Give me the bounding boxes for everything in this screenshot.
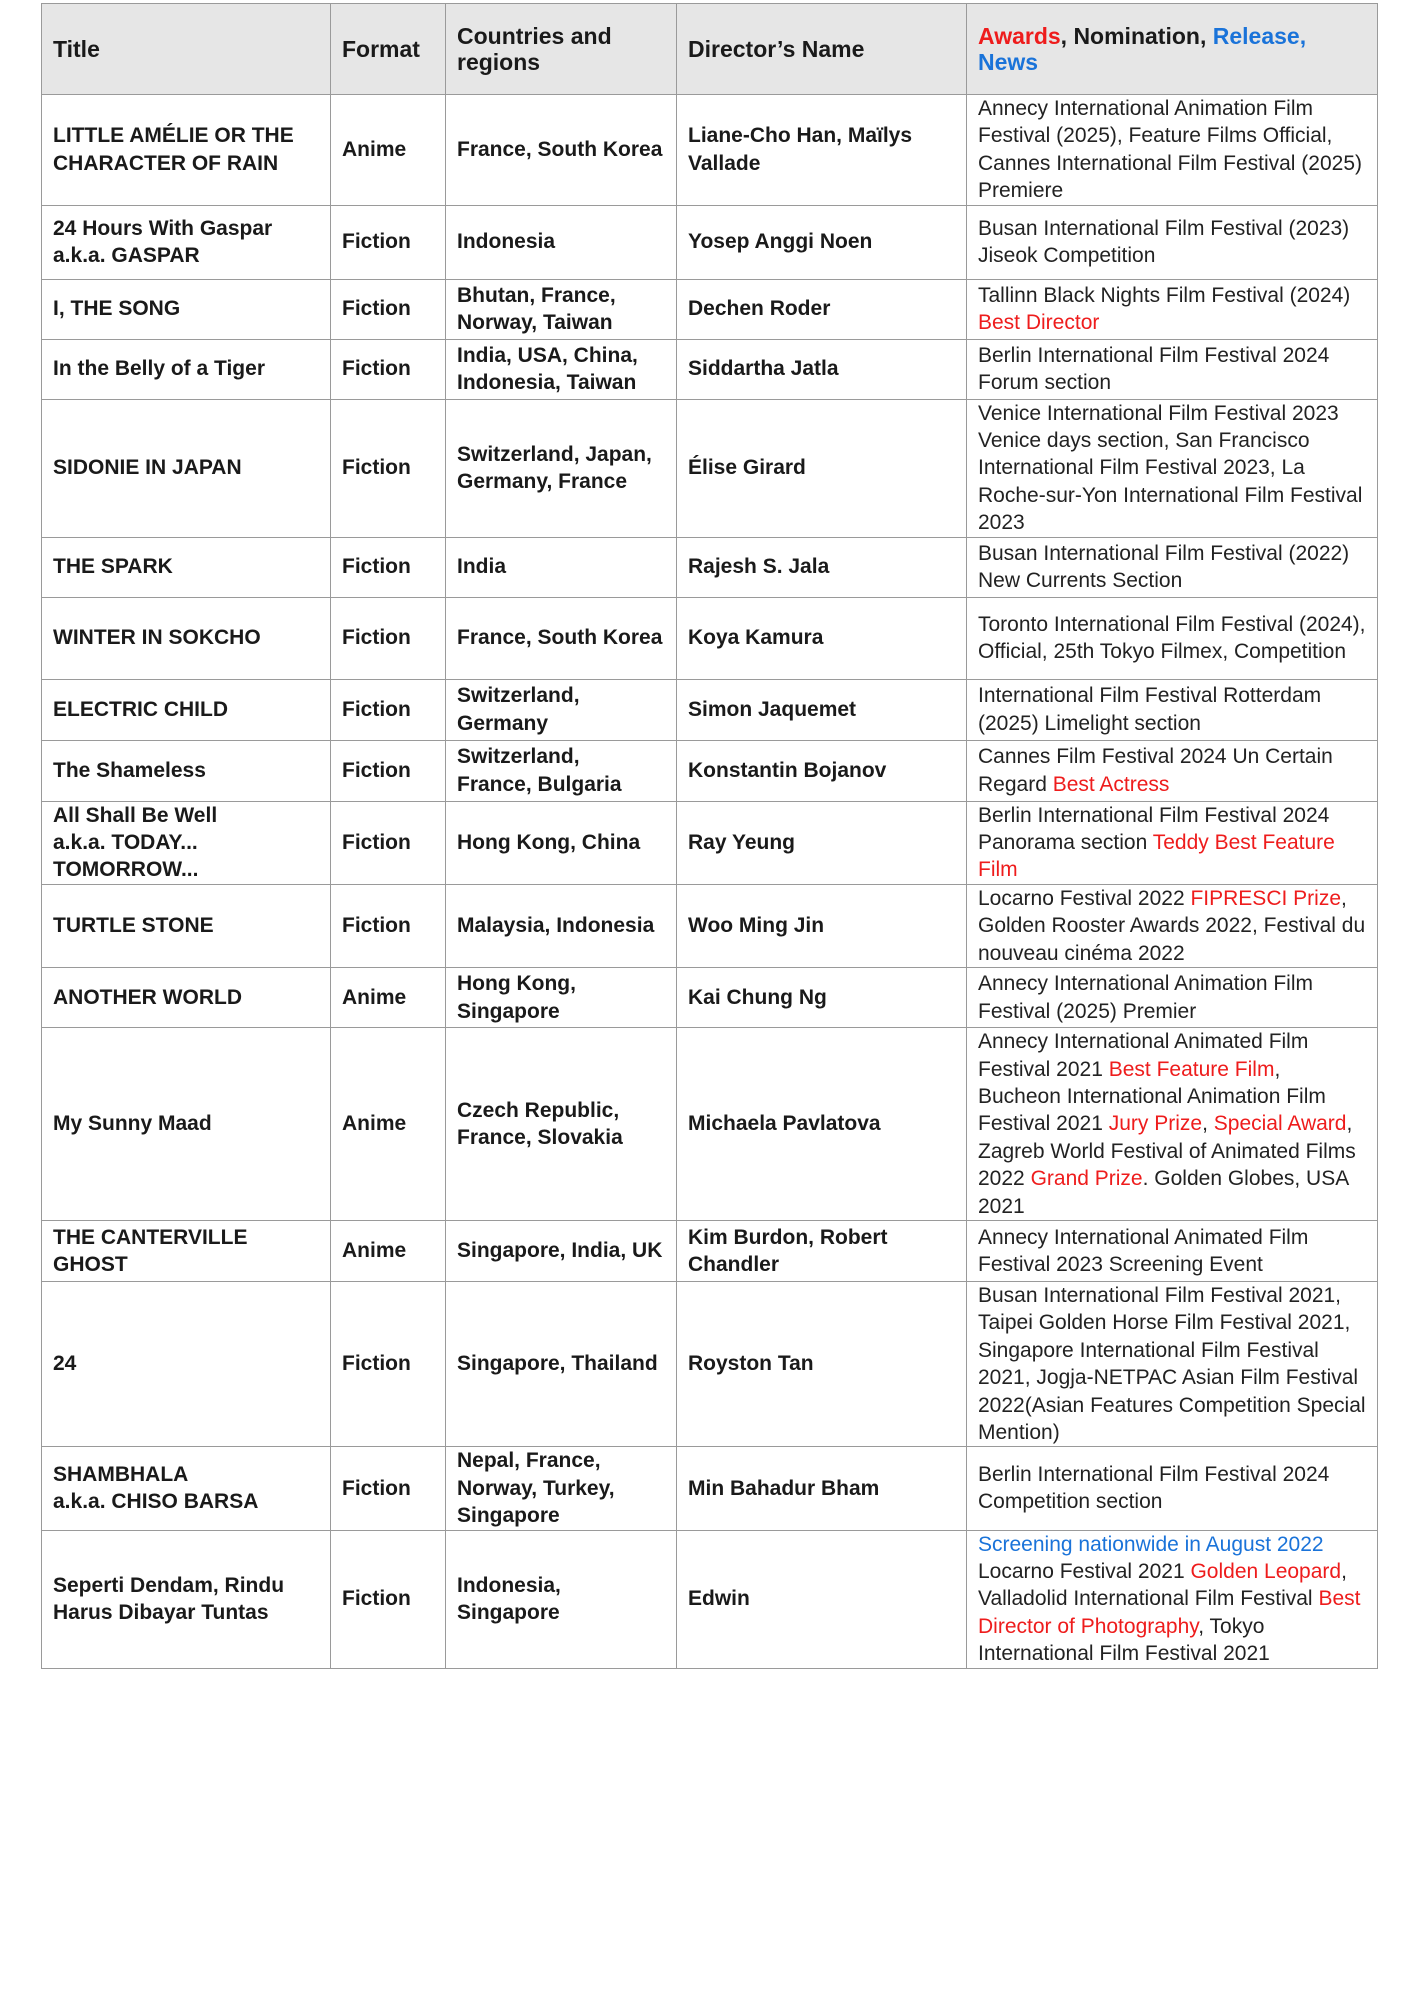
awards-text-segment: Locarno Festival 2022: [978, 886, 1191, 910]
film-format: Fiction: [331, 597, 446, 679]
film-countries: France, South Korea: [446, 597, 677, 679]
table-row: [42, 968, 1378, 1028]
awards-part: , Nomination,: [1060, 23, 1213, 49]
film-awards: [967, 679, 1378, 740]
film-title: LITTLE AMÉLIE OR THE CHARACTER OF RAIN: [42, 95, 331, 206]
film-countries: India: [446, 537, 677, 597]
film-director: Yosep Anggi Noen: [677, 205, 967, 279]
film-director: Royston Tan: [677, 1281, 967, 1446]
awards-text-segment: Best Director of Photography: [978, 1587, 1361, 1638]
film-title: The Shameless: [42, 740, 331, 801]
film-format: Fiction: [331, 740, 446, 801]
film-countries: Czech Republic, France, Slovakia: [446, 1028, 677, 1221]
table-row: [42, 884, 1378, 967]
header-title: Title: [42, 4, 331, 95]
awards-text-segment: Cannes Film Festival 2024 Un Certain Regard: [978, 745, 1333, 796]
awards-text-segment: Best Director: [978, 311, 1100, 335]
film-title: 24: [42, 1281, 331, 1446]
awards-text-segment: Screening nationwide in August 2022: [978, 1532, 1324, 1556]
film-title: SHAMBHALA a.k.a. CHISO BARSA: [42, 1447, 331, 1530]
film-format: Fiction: [331, 1447, 446, 1530]
table-row: [42, 597, 1378, 679]
awards-text-segment: Annecy International Animated Film Festival 2021: [978, 1030, 1309, 1081]
film-format: Anime: [331, 968, 446, 1028]
film-director: Min Bahadur Bham: [677, 1447, 967, 1530]
film-countries: Malaysia, Indonesia: [446, 884, 677, 967]
film-awards: [967, 537, 1378, 597]
table-row: [42, 339, 1378, 399]
awards-text-segment: Berlin International Film Festival 2024 Forum section: [978, 343, 1330, 395]
film-director: Rajesh S. Jala: [677, 537, 967, 597]
film-countries: Singapore, India, UK: [446, 1220, 677, 1281]
film-format: Anime: [331, 95, 446, 206]
film-awards: [967, 740, 1378, 801]
awards-text-segment: , Zagreb World Festival of Animated Films 2022: [978, 1112, 1356, 1191]
film-director: Koya Kamura: [677, 597, 967, 679]
table-row: [42, 1281, 1378, 1446]
film-countries: France, South Korea: [446, 95, 677, 206]
awards-text-segment: FIPRESCI Prize: [1190, 886, 1341, 910]
film-awards: [967, 1447, 1378, 1530]
awards-text-segment: Busan International Film Festival (2023) Jiseok Competition: [978, 216, 1350, 268]
film-awards: [967, 884, 1378, 967]
film-awards: [967, 1281, 1378, 1446]
awards-part: Release, News: [978, 23, 1307, 75]
film-format: Fiction: [331, 279, 446, 339]
film-format: Fiction: [331, 801, 446, 884]
table-row: [42, 1028, 1378, 1221]
film-awards: [967, 95, 1378, 206]
film-format: Anime: [331, 1028, 446, 1221]
awards-text-segment: Grand Prize: [1030, 1167, 1143, 1191]
awards-text-segment: Toronto International Film Festival (2024), Official, 25th Tokyo Filmex, Competition: [978, 612, 1366, 664]
film-title: I, THE SONG: [42, 279, 331, 339]
awards-text-segment: International Film Festival Rotterdam (2025) Limelight section: [978, 684, 1322, 735]
film-director: Edwin: [677, 1530, 967, 1668]
film-title: All Shall Be Well a.k.a. TODAY... TOMORROW...: [42, 801, 331, 884]
film-title: TURTLE STONE: [42, 884, 331, 967]
header-countries: Countries and regions: [446, 4, 677, 95]
film-director: Simon Jaquemet: [677, 679, 967, 740]
film-director: Michaela Pavlatova: [677, 1028, 967, 1221]
awards-text-segment: , Bucheon International Animation Film Festival 2021: [978, 1057, 1326, 1136]
awards-text-segment: Jury Prize: [1108, 1112, 1203, 1136]
awards-text-segment: Best Feature Film: [1108, 1057, 1275, 1081]
film-director: Élise Girard: [677, 399, 967, 537]
awards-text-segment: , Golden Rooster Awards 2022, Festival du nouveau cinéma 2022: [978, 886, 1366, 965]
film-format: Fiction: [331, 399, 446, 537]
film-awards: [967, 399, 1378, 537]
table-row: [42, 740, 1378, 801]
film-title: WINTER IN SOKCHO: [42, 597, 331, 679]
film-format: Fiction: [331, 1281, 446, 1446]
header-awards: [967, 4, 1378, 95]
table-row: [42, 399, 1378, 537]
film-title: THE SPARK: [42, 537, 331, 597]
film-awards: [967, 1220, 1378, 1281]
awards-text-segment: Golden Leopard: [1190, 1560, 1342, 1583]
film-title: THE CANTERVILLE GHOST: [42, 1220, 331, 1281]
film-format: Anime: [331, 1220, 446, 1281]
film-director: Dechen Roder: [677, 279, 967, 339]
table-row: [42, 279, 1378, 339]
film-director: Kim Burdon, Robert Chandler: [677, 1220, 967, 1281]
film-countries: Nepal, France, Norway, Turkey, Singapore: [446, 1447, 677, 1530]
film-awards: [967, 339, 1378, 399]
film-director: Konstantin Bojanov: [677, 740, 967, 801]
film-countries: Bhutan, France, Norway, Taiwan: [446, 279, 677, 339]
table-header: [42, 4, 1378, 95]
film-director: Ray Yeung: [677, 801, 967, 884]
awards-text-segment: . Golden Globes, USA 2021: [978, 1167, 1349, 1218]
film-awards: [967, 597, 1378, 679]
film-countries: Hong Kong, China: [446, 801, 677, 884]
film-director: Woo Ming Jin: [677, 884, 967, 967]
awards-text-segment: , Valladolid International Film Festival: [978, 1560, 1347, 1611]
film-awards: [967, 968, 1378, 1028]
header-director: Director’s Name: [677, 4, 967, 95]
film-format: Fiction: [331, 537, 446, 597]
film-director: Liane-Cho Han, Maïlys Vallade: [677, 95, 967, 206]
awards-text-segment: Best Actress: [1052, 772, 1170, 796]
film-title: ELECTRIC CHILD: [42, 679, 331, 740]
film-awards: [967, 1530, 1378, 1668]
table-row: [42, 1530, 1378, 1668]
awards-text-segment: Teddy Best Feature Film: [978, 831, 1335, 882]
film-format: Fiction: [331, 884, 446, 967]
film-countries: Hong Kong, Singapore: [446, 968, 677, 1028]
table-row: [42, 537, 1378, 597]
awards-text-segment: ,: [1202, 1112, 1214, 1136]
awards-part: Awards: [978, 23, 1061, 49]
film-director: Kai Chung Ng: [677, 968, 967, 1028]
film-format: Fiction: [331, 339, 446, 399]
film-awards: [967, 1028, 1378, 1221]
film-countries: India, USA, China, Indonesia, Taiwan: [446, 339, 677, 399]
header-row: [42, 4, 1378, 95]
table-row: [42, 679, 1378, 740]
film-format: Fiction: [331, 679, 446, 740]
film-format: Fiction: [331, 1530, 446, 1668]
table-body: [42, 95, 1378, 1669]
film-awards: [967, 801, 1378, 884]
awards-text-segment: Special Award: [1213, 1112, 1347, 1136]
film-awards: [967, 279, 1378, 339]
table-row: [42, 1447, 1378, 1530]
film-title: Seperti Dendam, Rindu Harus Dibayar Tuntas: [42, 1530, 331, 1668]
film-title: SIDONIE IN JAPAN: [42, 399, 331, 537]
awards-text-segment: Berlin International Film Festival 2024 Competition section: [978, 1463, 1330, 1514]
film-title: ANOTHER WORLD: [42, 968, 331, 1028]
awards-text-segment: Venice International Film Festival 2023 Venice days section, San Francisco International Film Festival 2023, La Roche-sur-Yon International Film Festival 2023: [978, 401, 1363, 535]
table-row: [42, 801, 1378, 884]
film-title: My Sunny Maad: [42, 1028, 331, 1221]
film-countries: Indonesia: [446, 205, 677, 279]
awards-text-segment: Tallinn Black Nights Film Festival (2024): [978, 283, 1351, 307]
table-row: [42, 95, 1378, 206]
film-countries: Singapore, Thailand: [446, 1281, 677, 1446]
table-row: [42, 1220, 1378, 1281]
film-countries: Switzerland, France, Bulgaria: [446, 740, 677, 801]
film-format: Fiction: [331, 205, 446, 279]
awards-text-segment: Busan International Film Festival (2022) New Currents Section: [978, 541, 1350, 593]
film-countries: Switzerland, Germany: [446, 679, 677, 740]
awards-text-segment: Annecy International Animation Film Festival (2025) Premier: [978, 972, 1314, 1023]
film-countries: Indonesia, Singapore: [446, 1530, 677, 1668]
header-format: Format: [331, 4, 446, 95]
awards-text-segment: , Tokyo International Film Festival 2021: [978, 1614, 1270, 1666]
film-countries: Switzerland, Japan, Germany, France: [446, 399, 677, 537]
films-table: [41, 3, 1378, 1669]
table-row: [42, 205, 1378, 279]
film-awards: [967, 205, 1378, 279]
film-title: In the Belly of a Tiger: [42, 339, 331, 399]
film-director: Siddartha Jatla: [677, 339, 967, 399]
awards-text-segment: Annecy International Animated Film Festival 2023 Screening Event: [978, 1225, 1309, 1276]
awards-text-segment: Annecy International Animation Film Festival (2025), Feature Films Official, Cannes International Film Festival (2025) Premiere: [978, 97, 1363, 203]
awards-text-segment: Berlin International Film Festival 2024 Panorama section: [978, 803, 1330, 855]
film-title: 24 Hours With Gaspar a.k.a. GASPAR: [42, 205, 331, 279]
awards-text-segment: Busan International Film Festival 2021, Taipei Golden Horse Film Festival 2021, Singapore International Film Festival 2021, Jogja-NETPAC Asian Film Festival 2022(Asian Features Competition Special Mention): [978, 1283, 1366, 1444]
awards-text-segment: Locarno Festival 2021: [978, 1560, 1185, 1583]
